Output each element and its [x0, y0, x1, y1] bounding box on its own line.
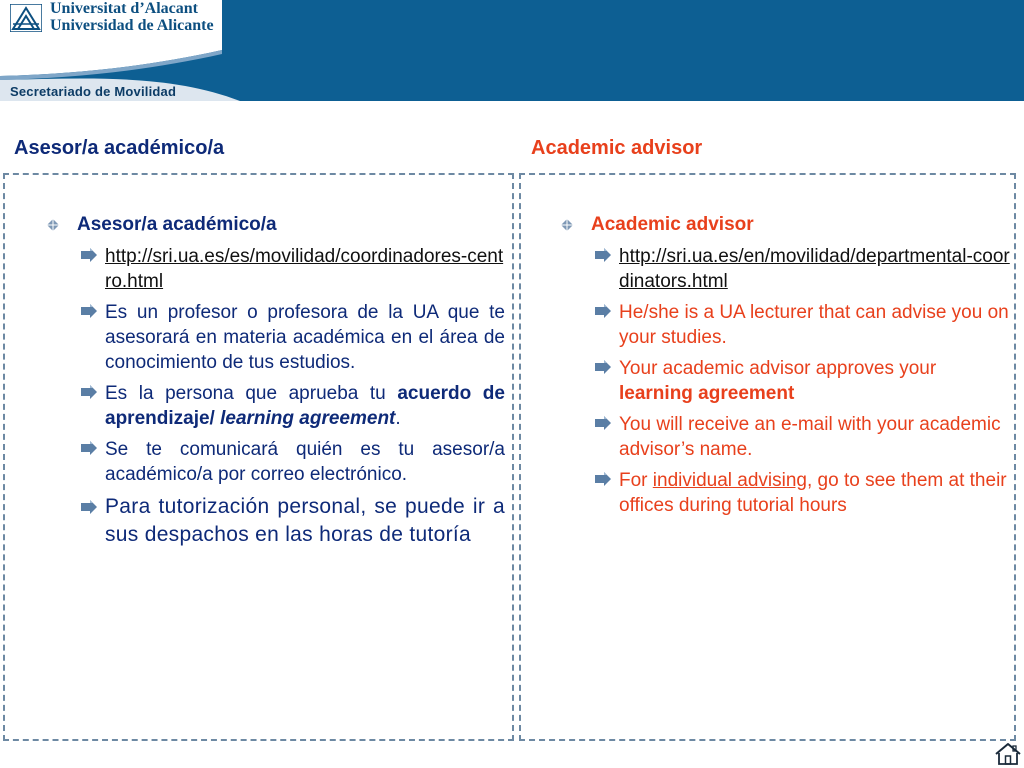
list-item	[595, 356, 1011, 406]
crosshair-diamond-icon	[47, 219, 59, 231]
right-bullet-heading	[561, 213, 754, 237]
home-icon[interactable]	[994, 742, 1022, 766]
list-item	[595, 300, 1011, 350]
left-column-title: Asesor/a académico/a	[14, 137, 225, 159]
right-item-5-part-c: , go to see them at their offices during tutorial hours	[619, 470, 1007, 516]
coordinators-link-en[interactable]: http://sri.ua.es/en/movilidad/departmental-coordinators.html	[619, 246, 1010, 292]
arrow-bullet-icon	[595, 304, 611, 318]
right-item-5-text	[619, 468, 1011, 518]
left-item-3-part-c: /	[209, 408, 221, 429]
left-item-3-part-e: .	[395, 408, 401, 429]
left-item-2-text: Es un profesor o profesora de la UA que te asesorará en materia académica en el área de conocimiento de tus estudios.	[105, 302, 505, 373]
left-item-4-text: Se te comunicará quién es tu asesor/a académico/a por correo electrónico.	[105, 439, 505, 485]
coordinators-link-es[interactable]: http://sri.ua.es/es/movilidad/coordinadores-centro.html	[105, 246, 504, 292]
right-bullet-heading-text: Academic advisor	[591, 214, 754, 235]
right-item-3-part-b: learning agreement	[619, 383, 795, 404]
right-item-3-part-a: Your academic advisor approves your	[619, 358, 937, 379]
right-item-4-text: You will receive an e-mail with your academic advisor’s name.	[619, 414, 1001, 460]
left-item-3-text	[105, 381, 505, 431]
list-item	[595, 412, 1011, 462]
right-panel-english	[519, 173, 1016, 741]
right-column-title: Academic advisor	[531, 137, 703, 159]
arrow-bullet-icon	[81, 304, 97, 318]
left-item-5-text: Para tutorización personal, se puede ir a sus despachos en las horas de tutoría	[105, 495, 505, 546]
right-item-5-part-a: For	[619, 470, 653, 491]
left-bullet-heading-text: Asesor/a académico/a	[77, 214, 277, 235]
list-item	[595, 244, 1011, 294]
right-sub-list	[595, 244, 1011, 524]
university-name-line2: Universidad de Alicante	[50, 17, 214, 34]
left-sub-list	[81, 244, 505, 555]
arrow-bullet-icon	[595, 360, 611, 374]
crosshair-diamond-icon	[561, 219, 573, 231]
arrow-bullet-icon	[81, 248, 97, 262]
university-name-line1: Universitat d’Alacant	[50, 0, 198, 17]
university-name	[50, 0, 214, 34]
arrow-bullet-icon	[595, 416, 611, 430]
university-logo-icon	[10, 4, 42, 32]
right-item-2-text: He/she is a UA lecturer that can advise you on your studies.	[619, 302, 1009, 348]
list-item	[81, 437, 505, 487]
arrow-bullet-icon	[81, 500, 97, 514]
left-item-3-part-b: acuerdo de aprendizaje	[105, 383, 505, 429]
arrow-bullet-icon	[81, 385, 97, 399]
arrow-bullet-icon	[81, 441, 97, 455]
left-item-3-part-d: learning agreement	[220, 408, 396, 429]
left-panel-spanish	[3, 173, 514, 741]
left-bullet-heading	[47, 213, 277, 237]
list-item	[81, 300, 505, 375]
arrow-bullet-icon	[595, 248, 611, 262]
list-item	[81, 493, 505, 549]
arrow-bullet-icon	[595, 472, 611, 486]
list-item	[595, 468, 1011, 518]
left-item-3-part-a: Es la persona que aprueba tu	[105, 383, 398, 404]
list-item	[81, 381, 505, 431]
right-item-5-part-b: individual advising	[652, 470, 807, 491]
right-item-3-text	[619, 356, 1011, 406]
department-name: Secretariado de Movilidad	[10, 84, 177, 99]
list-item	[81, 244, 505, 294]
header-banner	[0, 0, 1024, 101]
